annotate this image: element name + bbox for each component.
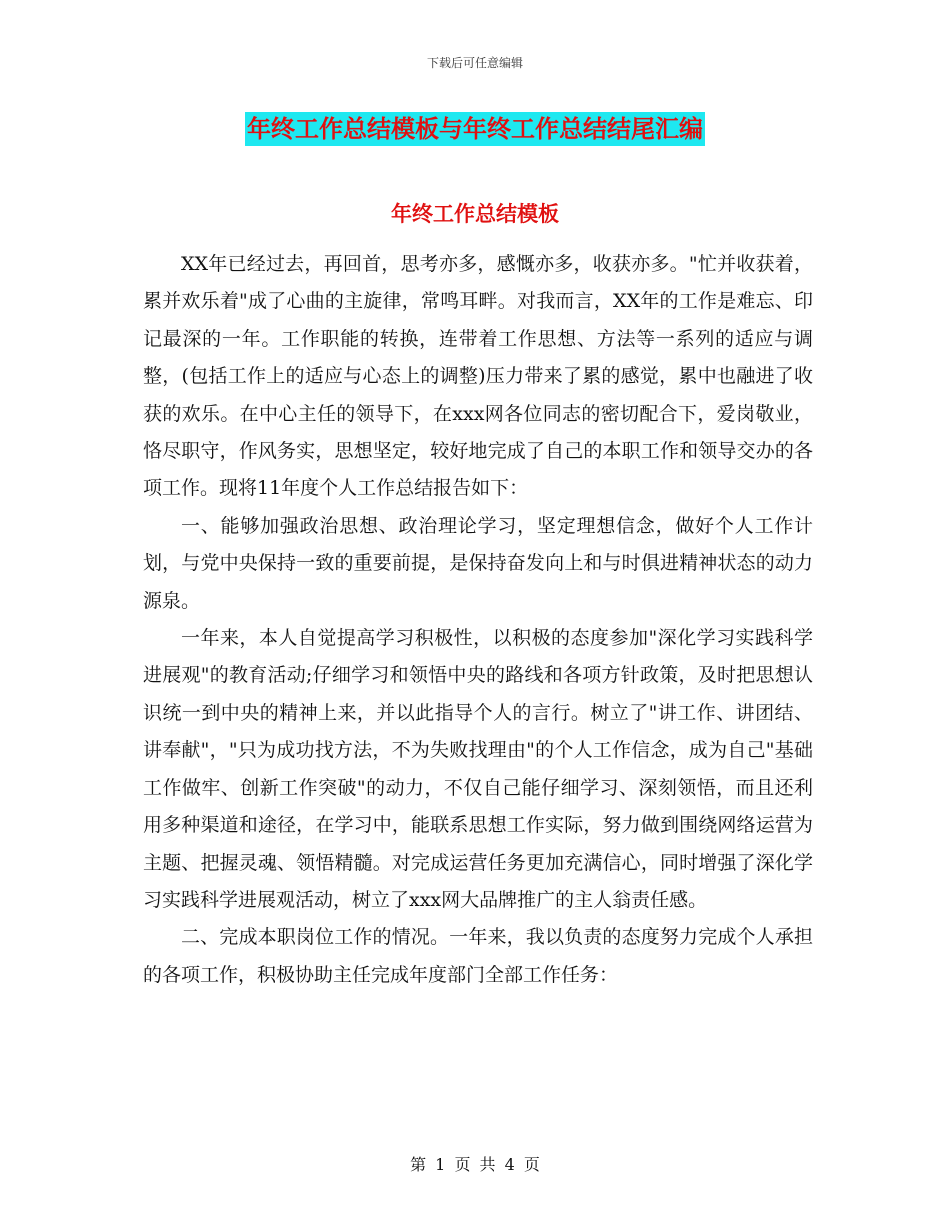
- paragraph-intro: XX年已经过去，再回首，思考亦多，感慨亦多，收获亦多。"忙并收获着，累并欢乐着"成了心曲的主旋律，常鸣耳畔。对我而言，XX年的工作是难忘、印记最深的一年。工作职能的转换，连带着工作思想、方法等一系列的适应与调整，(包括工作上的适应与心态上的调整)压力带来了累的感觉，累中也融进了收获的欢乐。在中心主任的领导下，在xxx网各位同志的密切配合下，爱岗敬业，恪尽职守，作风务实，思想坚定，较好地完成了自己的本职工作和领导交办的各项工作。现将11年度个人工作总结报告如下：: [143, 253, 813, 500]
- document-body: [143, 246, 813, 994]
- section-title: 年终工作总结模板: [391, 202, 559, 226]
- paragraph-year-review: 一年来，本人自觉提高学习积极性，以积极的态度参加"深化学习实践科学进展观"的教育活动;仔细学习和领悟中央的路线和各项方针政策，及时把思想认识统一到中央的精神上来，并以此指导个人的言行。树立了"讲工作、讲团结、讲奉献"，"只为成功找方法，不为失败找理由"的个人工作信念，成为自己"基础工作做牢、创新工作突破"的动力，不仅自己能仔细学习、深刻领悟，而且还利用多种渠道和途径，在学习中，能联系思想工作实际，努力做到围绕网络运营为主题、把握灵魂、领悟精髓。对完成运营任务更加充满信心，同时增强了深化学习实践科学进展观活动，树立了xxx网大品牌推广的主人翁责任感。: [143, 627, 813, 911]
- header-note: 下载后可任意编辑: [426, 56, 523, 70]
- paragraph-job-duties: 二、完成本职岗位工作的情况。一年来，我以负责的态度努力完成个人承担的各项工作，积极协助主任完成年度部门全部工作任务：: [143, 926, 813, 986]
- paragraph-political-study: 一、能够加强政治思想、政治理论学习，坚定理想信念，做好个人工作计划，与党中央保持一致的重要前提，是保持奋发向上和与时俱进精神状态的动力源泉。: [143, 514, 813, 612]
- page-footer: 第 1 页 共 4 页: [410, 1155, 540, 1174]
- document-main-title: 年终工作总结模板与年终工作总结结尾汇编: [245, 112, 705, 146]
- main-title-container: [0, 112, 950, 146]
